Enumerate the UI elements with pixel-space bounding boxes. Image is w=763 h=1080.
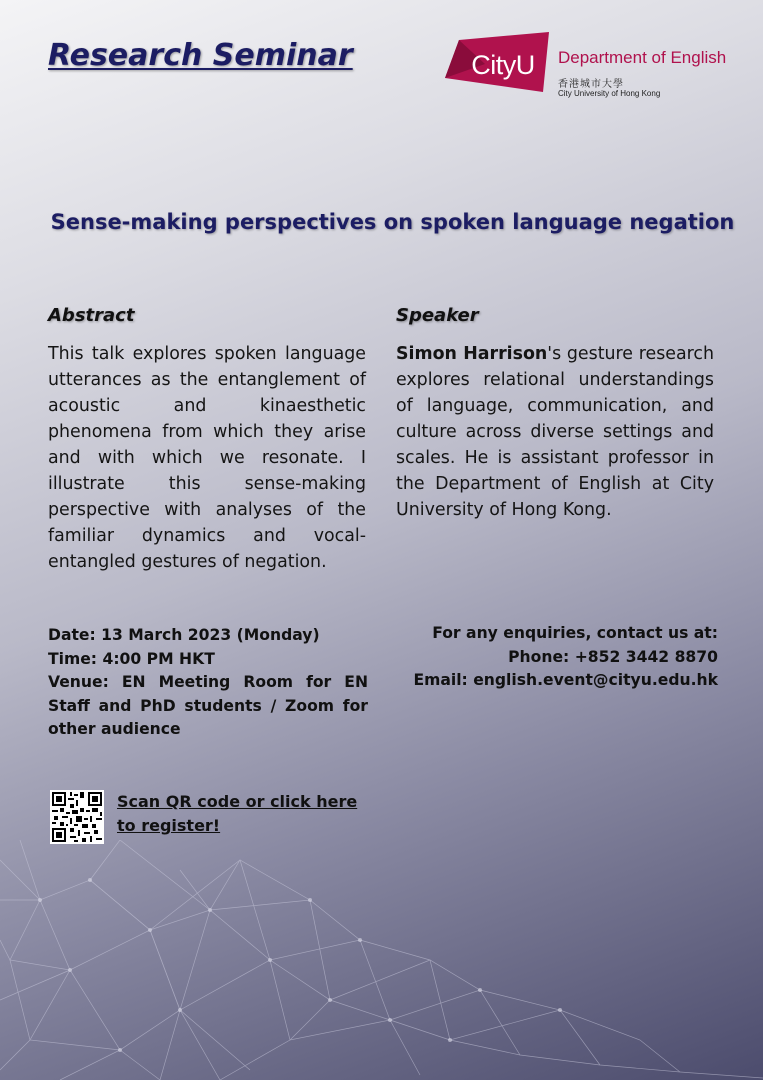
university-english-name: City University of Hong Kong bbox=[558, 89, 661, 98]
abstract-heading: Abstract bbox=[48, 305, 135, 326]
event-time: Time: 4:00 PM HKT bbox=[48, 649, 215, 668]
abstract-section bbox=[48, 305, 366, 575]
logo-mark-text: CityU bbox=[471, 50, 535, 80]
qr-code[interactable] bbox=[50, 790, 104, 844]
speaker-section bbox=[396, 305, 714, 523]
seminar-heading: Research Seminar bbox=[48, 38, 353, 73]
department-name: Department of English bbox=[558, 48, 727, 67]
event-venue: Venue: EN Meeting Room for EN Staff and PhD students / Zoom for other audience bbox=[48, 673, 368, 738]
speaker-bio bbox=[396, 341, 714, 523]
talk-title: Sense-making perspectives on spoken language negation bbox=[50, 210, 735, 234]
contact-heading: For any enquiries, contact us at: bbox=[432, 624, 718, 642]
event-details bbox=[48, 624, 368, 742]
contact-info bbox=[388, 622, 718, 693]
speaker-bio-text: 's gesture research explores relational understandings of language, communication, and culture across diverse settings and scales. He is assistant professor in the Department of English at City University of Hong Kong. bbox=[396, 344, 714, 520]
network-decoration bbox=[0, 840, 763, 1080]
contact-phone: Phone: +852 3442 8870 bbox=[508, 647, 718, 666]
speaker-name: Simon Harrison bbox=[396, 344, 548, 364]
abstract-text: This talk explores spoken language utterances as the entanglement of acoustic and kinaesthetic phenomena from which they arise and with which we resonate. I illustrate this sense-making perspective with analyses of the familiar dynamics and vocal-entangled gestures of negation. bbox=[48, 344, 366, 572]
event-date: Date: 13 March 2023 (Monday) bbox=[48, 626, 320, 644]
speaker-heading: Speaker bbox=[396, 305, 479, 326]
contact-email[interactable]: Email: english.event@cityu.edu.hk bbox=[413, 671, 718, 689]
cityu-logo bbox=[445, 30, 725, 105]
register-link[interactable]: Scan QR code or click here to register! bbox=[117, 792, 358, 835]
university-chinese-name: 香港城市大學 bbox=[558, 79, 624, 90]
